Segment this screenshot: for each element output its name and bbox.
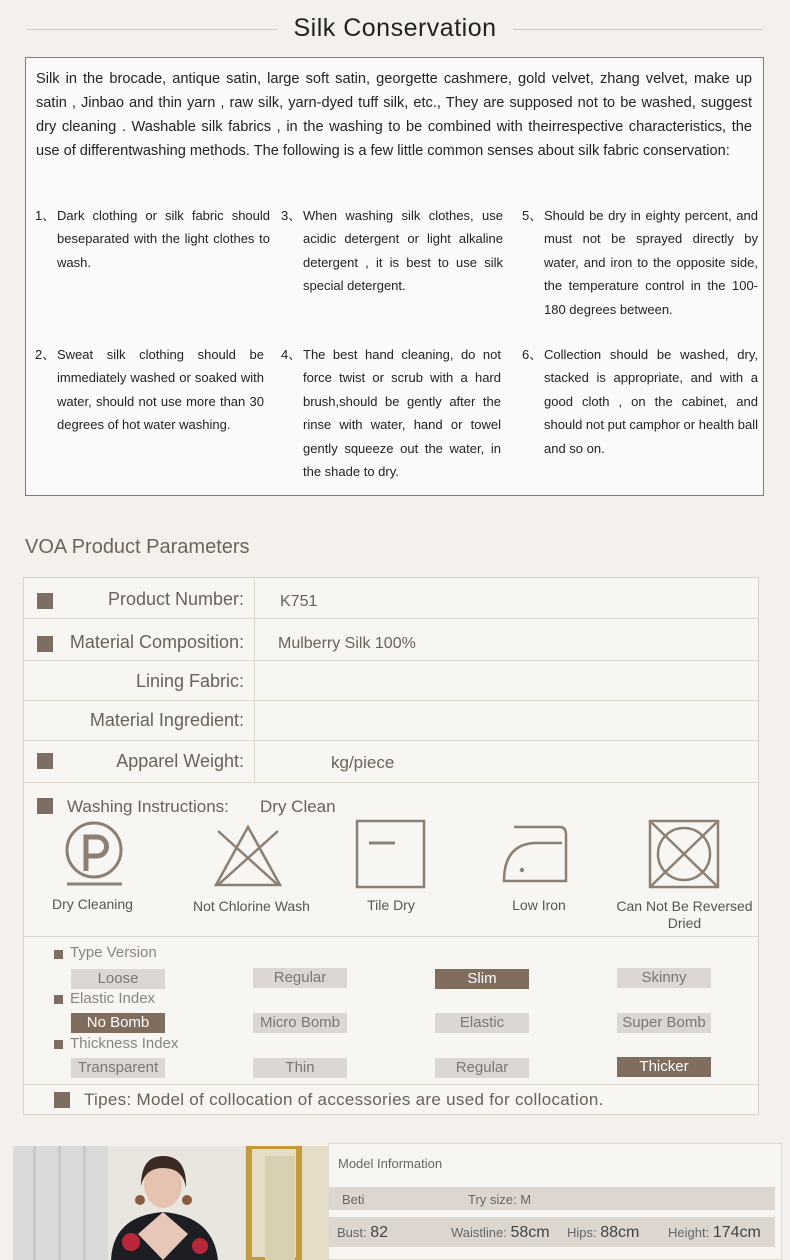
row-divider: [24, 700, 758, 701]
no-reverse-dry-label: Can Not Be Reversed Dried: [616, 898, 753, 931]
elastic-option-super-bomb: Super Bomb: [617, 1013, 711, 1033]
try-size-value: M: [520, 1192, 532, 1207]
waistline: [451, 1224, 550, 1242]
tip-text: Dark clothing or silk fabric should beseparated with the light clothes to wash.: [57, 208, 270, 270]
care-intro: Silk in the brocade, antique satin, large soft satin, georgette cashmere, gold velvet, zhang velvet, make up satin , Jinbao and thin yarn , raw silk, yarn-dyed tuff silk, etc., They are supposed not to be washed, suggest dry cleaning . Washable silk fabrics , in the washing to be combined with theirrespective characteristics, the use of differentwashing methods. The following is a few little common senses about silk fabric conservation:: [36, 71, 752, 159]
column-divider: [254, 578, 255, 782]
tip-text: Should be dry in eighty percent, and must not be sprayed directly by water, and iron to the opposite side, the temperature control in the 100-180 degrees between.: [544, 208, 758, 317]
thickness-option-thin: Thin: [253, 1058, 347, 1078]
elastic-option-micro-bomb: Micro Bomb: [253, 1013, 347, 1033]
tip-number: 2、: [35, 347, 56, 362]
thickness-option-thicker: Thicker: [617, 1057, 711, 1077]
parameter-table: [23, 577, 759, 1115]
waistline-label: Waistline:: [451, 1225, 507, 1240]
hips: [567, 1224, 639, 1242]
type-option-loose: Loose: [71, 969, 165, 989]
try-size: [468, 1192, 531, 1207]
type-version-label: Type Version: [70, 944, 157, 961]
bust-label: Bust:: [337, 1225, 367, 1240]
try-size-label: Try size:: [468, 1192, 517, 1207]
hips-value: 88cm: [600, 1224, 640, 1241]
height: [668, 1224, 761, 1242]
washing-instructions-label: Washing Instructions:: [67, 797, 229, 816]
row-divider: [24, 660, 758, 661]
model-photo: [13, 1146, 328, 1260]
care-tip-5: [522, 204, 758, 324]
silk-care-panel: [25, 57, 764, 496]
tip-number: 3、: [281, 208, 302, 223]
tip-number: 5、: [522, 208, 543, 223]
dry-cleaning-label: Dry Cleaning: [52, 896, 133, 912]
material-ingredient-label: Material Ingredient:: [89, 710, 244, 730]
tip-number: 1、: [35, 208, 56, 223]
section-marker: [54, 1040, 63, 1049]
row-marker: [37, 798, 53, 814]
page-title: Silk Conservation: [293, 14, 497, 42]
model-name-bar: [329, 1187, 775, 1210]
bust: [337, 1224, 388, 1242]
tip-text: Sweat silk clothing should be immediately washed or soaked with water, should not use more than 30 degrees of hot water washing.: [57, 347, 264, 433]
not-chlorine-wash-label: Not Chlorine Wash: [193, 898, 310, 914]
washing-instructions-value: Dry Clean: [260, 797, 336, 816]
care-tip-1: [35, 204, 270, 284]
section-title: VOA Product Parameters: [25, 536, 250, 558]
section-marker: [54, 995, 63, 1004]
material-composition-label: Material Composition:: [69, 632, 244, 652]
material-composition-value: Mulberry Silk 100%: [278, 635, 416, 652]
care-tip-4: [281, 343, 506, 480]
elastic-option-no-bomb: No Bomb: [71, 1013, 165, 1033]
apparel-weight-value: kg/piece: [331, 753, 395, 772]
row-marker: [54, 1092, 70, 1108]
row-divider: [24, 782, 758, 783]
care-tip-3: [281, 204, 506, 304]
type-option-skinny: Skinny: [617, 968, 711, 988]
row-divider: [24, 1084, 758, 1085]
tip-number: 4、: [281, 347, 302, 362]
thickness-option-regular: Regular: [435, 1058, 529, 1078]
height-label: Height:: [668, 1225, 710, 1240]
elastic-index-label: Elastic Index: [70, 990, 156, 1007]
model-info-panel: [328, 1143, 782, 1260]
dry-clean-p-icon: [64, 821, 126, 894]
elastic-option-elastic: Elastic: [435, 1013, 529, 1033]
lining-fabric-label: Lining Fabric:: [135, 671, 244, 691]
low-iron-label: Low Iron: [512, 897, 566, 913]
product-number-label: Product Number:: [107, 589, 244, 609]
type-option-slim: Slim: [435, 969, 529, 989]
care-tip-6: [522, 343, 758, 456]
type-option-regular: Regular: [253, 968, 347, 988]
row-divider: [24, 936, 758, 937]
row-divider: [24, 618, 758, 619]
bust-value: 82: [370, 1224, 389, 1241]
tip-text: When washing silk clothes, use acidic detergent or light alkaline detergent , it is best to use silk special detergent.: [303, 208, 503, 294]
collocation-tip: Tipes: Model of collocation of accessories are used for collocation.: [84, 1090, 604, 1109]
care-tip-2: [35, 343, 270, 443]
low-iron-icon: [500, 823, 576, 892]
hips-label: Hips:: [567, 1225, 597, 1240]
thickness-index-label: Thickness Index: [70, 1035, 179, 1052]
waistline-value: 58cm: [510, 1224, 550, 1241]
thickness-option-transparent: Transparent: [71, 1058, 165, 1078]
tile-dry-square-icon: [355, 819, 427, 894]
row-divider: [24, 740, 758, 741]
product-number-value: K751: [280, 593, 318, 610]
model-name: Beti: [342, 1192, 365, 1207]
tip-text: Collection should be washed, dry, stacked is appropriate, and with a good cloth , on the cabinet, and should not put camphor or health ball and so on.: [544, 347, 758, 456]
tile-dry-label: Tile Dry: [367, 897, 415, 913]
apparel-weight-label: Apparel Weight:: [116, 751, 244, 771]
section-marker: [54, 950, 63, 959]
model-info-title: Model Information: [338, 1156, 443, 1171]
tip-number: 6、: [522, 347, 543, 362]
height-value: 174cm: [712, 1224, 761, 1241]
tip-text: The best hand cleaning, do not force twist or scrub with a hard brush,should be gently after the rinse with water, hand or towel gently squeeze out the water, in the shade to dry.: [303, 347, 501, 480]
no-tumble-dry-icon: [647, 818, 723, 895]
no-chlorine-triangle-icon: [212, 823, 284, 894]
